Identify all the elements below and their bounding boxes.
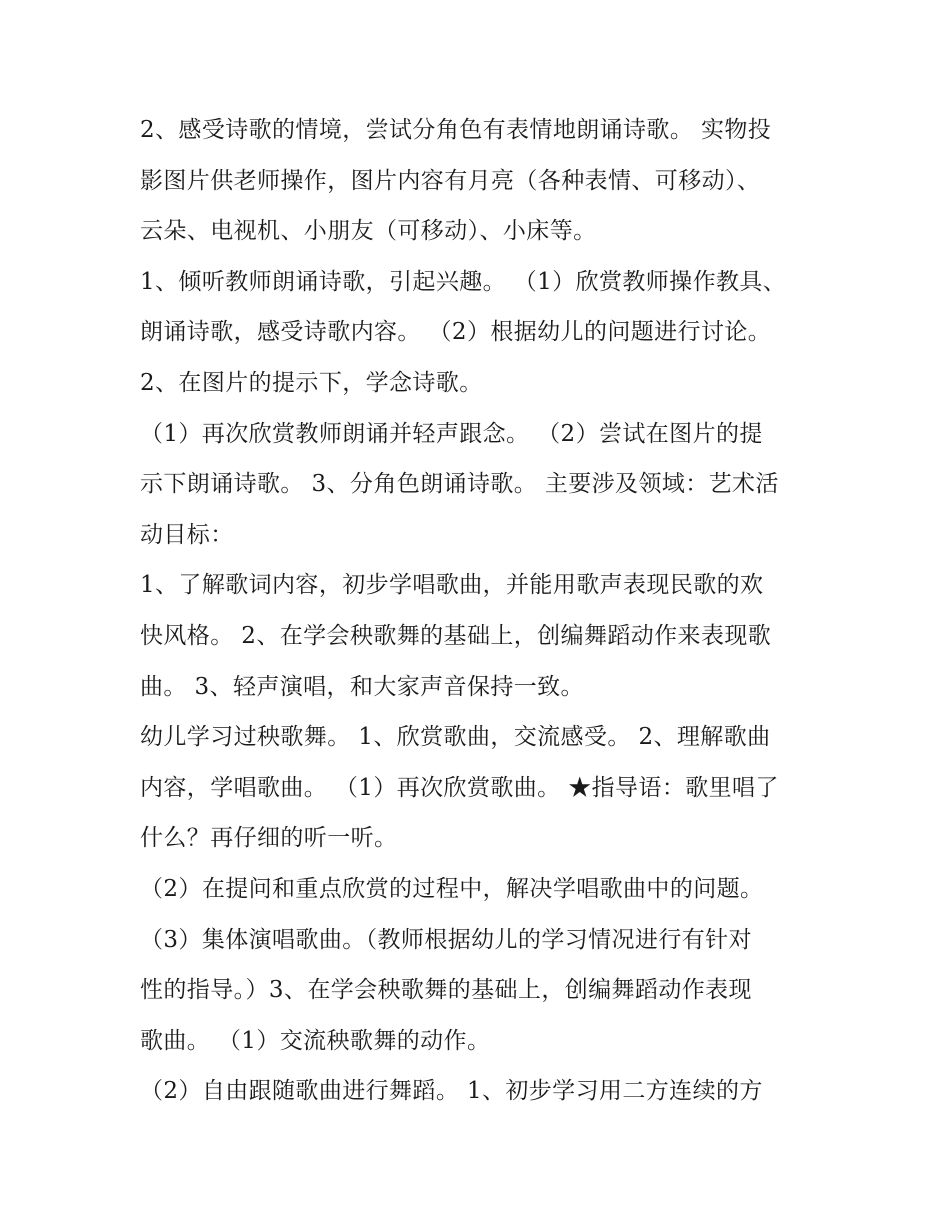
text-line: 朗诵诗歌，感受诗歌内容。 （2）根据幼儿的问题进行讨论。 — [140, 319, 772, 346]
text-line: 云朵、电视机、小朋友（可移动）、小床等。 — [140, 218, 597, 245]
text-line: （2）在提问和重点欣赏的过程中，解决学唱歌曲中的问题。 — [140, 875, 764, 902]
text-line: 内容，学唱歌曲。 （1）再次欣赏歌曲。 ★指导语：歌里唱了 — [140, 774, 779, 801]
text-line: 动目标： — [140, 521, 234, 548]
text-line: 2、感受诗歌的情境，尝试分角色有表情地朗诵诗歌。 实物投 — [140, 117, 772, 143]
text-line: （1）再次欣赏教师朗诵并轻声跟念。 （2）尝试在图片的提 — [140, 420, 763, 447]
document-body — [140, 111, 820, 1123]
text-line: 曲。 3、轻声演唱，和大家声音保持一致。 — [140, 673, 584, 700]
text-line: 1、了解歌词内容，初步学唱歌曲，并能用歌声表现民歌的欢 — [140, 572, 764, 599]
text-line: 影图片供老师操作，图片内容有月亮（各种表情、可移动）、 — [140, 167, 761, 194]
text-line: 歌曲。 （1）交流秧歌舞的动作。 — [140, 1027, 491, 1054]
text-line: （2）自由跟随歌曲进行舞蹈。 1、初步学习用二方连续的方 — [140, 1078, 763, 1105]
text-line: 1、倾听教师朗诵诗歌，引起兴趣。 （1）欣赏教师操作教具、 — [140, 268, 787, 295]
text-line: （3）集体演唱歌曲。（教师根据幼儿的学习情况进行有针对 — [140, 926, 752, 953]
text-line: 快风格。 2、在学会秧歌舞的基础上，创编舞蹈动作来表现歌 — [140, 622, 772, 649]
text-line: 幼儿学习过秧歌舞。 1、欣赏歌曲，交流感受。 2、理解歌曲 — [140, 724, 771, 751]
text-line: 示下朗诵诗歌。 3、分角色朗诵诗歌。 主要涉及领域：艺术活 — [140, 471, 779, 498]
text-line: 什么？再仔细的听一听。 — [140, 825, 398, 852]
text-line: 性的指导。）3、在学会秧歌舞的基础上，创编舞蹈动作表现 — [140, 977, 752, 1004]
text-line: 2、在图片的提示下，学念诗歌。 — [140, 369, 483, 396]
